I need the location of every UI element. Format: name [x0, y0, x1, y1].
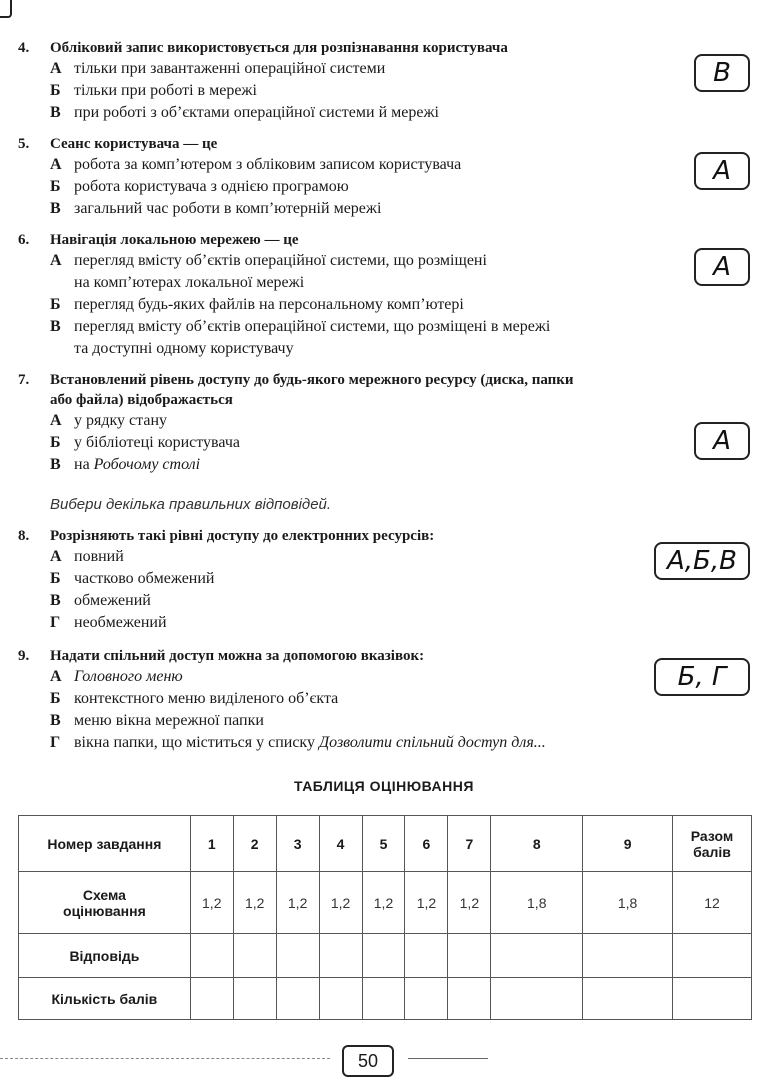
scheme-cell: 1,2	[319, 872, 362, 934]
table-header-row	[19, 816, 752, 872]
option-b: Б контекстного меню виділеного об’єкта	[50, 690, 339, 707]
answer-cell[interactable]	[362, 934, 405, 978]
question-number: 4.	[18, 40, 30, 56]
scheme-cell: 1,2	[190, 872, 233, 934]
option-d: Г необмежений	[50, 614, 167, 631]
points-cell[interactable]	[491, 978, 583, 1020]
question-text: Обліковий запис використовується для розпізнавання користувача	[50, 40, 508, 56]
question-text: Розрізняють такі рівні доступу до електронних ресурсів:	[50, 528, 435, 544]
option-a: А повний	[50, 548, 124, 565]
option-b: Б у бібліотеці користувача	[50, 434, 241, 451]
answer-box-7[interactable]: А	[694, 422, 750, 460]
row-label-answer: Відповідь	[19, 934, 191, 978]
scheme-total: 12	[673, 872, 752, 934]
answer-box-4[interactable]: В	[694, 54, 750, 92]
header-col: 7	[448, 816, 491, 872]
footer-divider-left	[0, 1058, 330, 1059]
points-cell[interactable]	[233, 978, 276, 1020]
points-cell[interactable]	[673, 978, 752, 1020]
answer-cell[interactable]	[673, 934, 752, 978]
header-col: 1	[190, 816, 233, 872]
option-b: Б тільки при роботі в мережі	[50, 82, 257, 99]
option-c: В на Робочому столі	[50, 456, 201, 473]
header-col: 3	[276, 816, 319, 872]
table-row-answer	[19, 934, 752, 978]
answer-cell[interactable]	[405, 934, 448, 978]
option-b: Б перегляд будь-яких файлів на персональному комп’ютері	[50, 296, 464, 313]
option-a: А Головного меню	[50, 668, 183, 685]
header-total: Разом балів	[673, 816, 752, 872]
answer-cell[interactable]	[491, 934, 583, 978]
header-col: 9	[583, 816, 673, 872]
option-c: В загальний час роботи в комп’ютерній мережі	[50, 200, 382, 217]
header-col: 6	[405, 816, 448, 872]
question-number: 5.	[18, 136, 30, 152]
question-8	[18, 526, 756, 634]
option-a: А тільки при завантаженні операційної системи	[50, 60, 386, 77]
scheme-cell: 1,2	[362, 872, 405, 934]
header-col: 4	[319, 816, 362, 872]
question-number: 8.	[18, 528, 30, 544]
header-col: 2	[233, 816, 276, 872]
header-col: 5	[362, 816, 405, 872]
option-d: Г вікна папки, що міститься у списку Дозволити спільний доступ для...	[50, 734, 546, 751]
question-5	[18, 134, 756, 220]
header-col: 8	[491, 816, 583, 872]
question-text-cont: або файла) відображається	[50, 392, 233, 408]
question-number: 7.	[18, 372, 30, 388]
scheme-cell: 1,2	[276, 872, 319, 934]
option-a: А перегляд вмісту об’єктів операційної системи, що розміщені	[50, 252, 487, 269]
points-cell[interactable]	[190, 978, 233, 1020]
option-b: Б робота користувача з однією програмою	[50, 178, 349, 195]
answer-cell[interactable]	[276, 934, 319, 978]
row-label-scheme: Схема оцінювання	[19, 872, 191, 934]
points-cell[interactable]	[583, 978, 673, 1020]
answer-cell[interactable]	[190, 934, 233, 978]
option-c: В обмежений	[50, 592, 151, 609]
footer-divider-right	[408, 1058, 488, 1059]
scheme-cell: 1,2	[448, 872, 491, 934]
table-row-points	[19, 978, 752, 1020]
points-cell[interactable]	[405, 978, 448, 1020]
question-9	[18, 646, 756, 754]
answer-box-8[interactable]: А,Б,В	[654, 542, 750, 580]
score-table	[18, 815, 752, 1020]
answer-cell[interactable]	[233, 934, 276, 978]
question-text: Сеанс користувача — це	[50, 136, 218, 152]
table-row-scheme	[19, 872, 752, 934]
option-a: А у рядку стану	[50, 412, 167, 429]
header-label: Номер завдання	[19, 816, 191, 872]
question-4	[18, 38, 756, 124]
question-number: 9.	[18, 648, 30, 664]
points-cell[interactable]	[276, 978, 319, 1020]
answer-cell[interactable]	[319, 934, 362, 978]
option-a: А робота за комп’ютером з обліковим записом користувача	[50, 156, 462, 173]
points-cell[interactable]	[448, 978, 491, 1020]
table-title: ТАБЛИЦЯ ОЦІНЮВАННЯ	[294, 778, 474, 794]
question-7	[18, 370, 756, 476]
scheme-cell: 1,8	[491, 872, 583, 934]
answer-box-6[interactable]: А	[694, 248, 750, 286]
option-c: В меню вікна мережної папки	[50, 712, 264, 729]
points-cell[interactable]	[319, 978, 362, 1020]
scheme-cell: 1,2	[233, 872, 276, 934]
answer-cell[interactable]	[448, 934, 491, 978]
option-b: Б частково обмежений	[50, 570, 215, 587]
question-text: Встановлений рівень доступу до будь-якого мережного ресурсу (диска, папки	[50, 372, 574, 388]
option-a-cont: на комп’ютерах локальної мережі	[74, 274, 305, 291]
instruction-hint: Вибери декілька правильних відповідей.	[50, 496, 332, 513]
points-cell[interactable]	[362, 978, 405, 1020]
question-number: 6.	[18, 232, 30, 248]
scheme-cell: 1,2	[405, 872, 448, 934]
option-c: В перегляд вмісту об’єктів операційної системи, що розміщені в мережі	[50, 318, 551, 335]
question-6	[18, 230, 756, 360]
answer-box-5[interactable]: А	[694, 152, 750, 190]
page-corner-mark	[0, 0, 12, 18]
question-text: Надати спільний доступ можна за допомогою вказівок:	[50, 648, 425, 664]
scheme-cell: 1,8	[583, 872, 673, 934]
answer-cell[interactable]	[583, 934, 673, 978]
row-label-points: Кількість балів	[19, 978, 191, 1020]
page-number: 50	[342, 1045, 394, 1077]
question-text: Навігація локальною мережею — це	[50, 232, 299, 248]
option-c-cont: та доступні одному користувачу	[74, 340, 294, 357]
answer-box-9[interactable]: Б, Г	[654, 658, 750, 696]
option-c: В при роботі з об’єктами операційної системи й мережі	[50, 104, 439, 121]
